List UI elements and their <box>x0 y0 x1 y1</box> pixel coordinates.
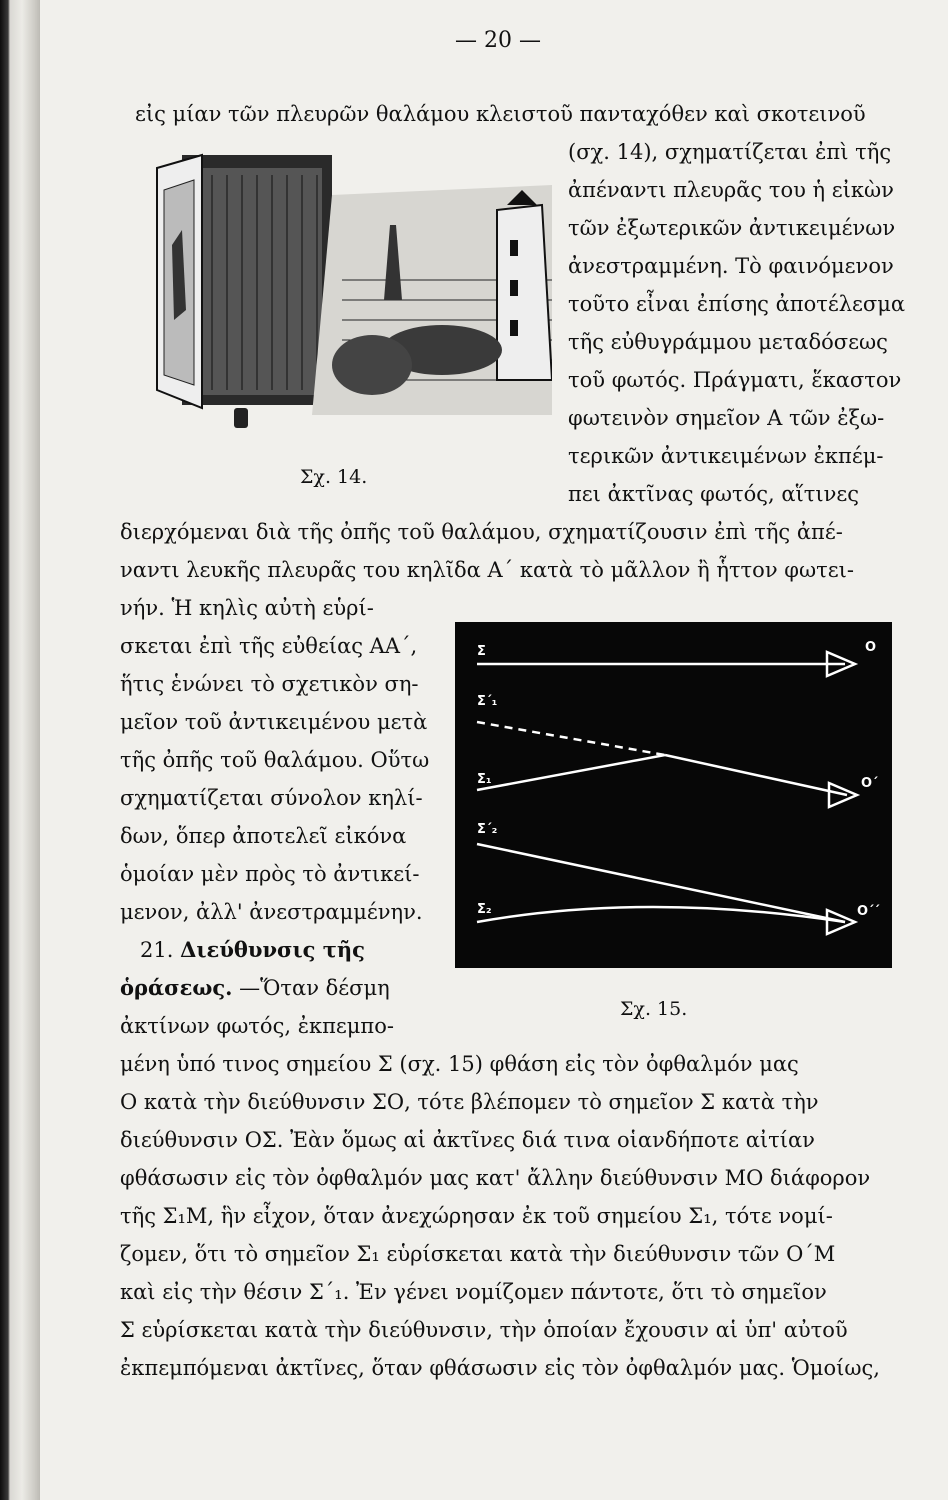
page-edge <box>0 0 40 1500</box>
ray-s1p-m <box>477 722 665 755</box>
text-line: ἀπέναντι πλευρᾶς του ἡ εἰκὼν <box>568 178 894 202</box>
section-number: 21. <box>140 938 174 962</box>
text-line: διεύθυνσιν ΟΣ. Ἐὰν ὅμως αἱ ἀκτῖνες διά τινα οἱανδήποτε αἰτίαν <box>120 1128 815 1152</box>
text-line: τοῦ φωτός. Πράγματι, ἕκαστον <box>568 368 902 392</box>
text-line: μεῖον τοῦ ἀντικειμένου μετὰ <box>120 710 428 734</box>
label-s2-prime: Σ΄₂ <box>477 822 498 837</box>
text-line: ἀκτίνων φωτός, ἐκπεμπο- <box>120 1014 394 1038</box>
text-line: τοῦτο εἶναι ἐπίσης ἀποτέλεσμα <box>568 292 906 316</box>
label-o: O <box>865 640 877 655</box>
ray-s2p-o2 <box>477 844 845 922</box>
label-o1: O΄ <box>861 776 878 791</box>
label-o2: O΄΄ <box>857 904 880 919</box>
figure-14-camera-obscura <box>152 150 552 440</box>
figure-14-caption: Σχ. 14. <box>300 466 368 488</box>
text-line: ζομεν, ὅτι τὸ σημεῖον Σ₁ εὑρίσκεται κατὰ τὴν διεύθυνσιν τῶν Ο΄Μ <box>120 1242 836 1266</box>
text-line: νήν. Ἡ κηλὶς αὐτὴ εὑρί- <box>120 596 374 620</box>
figure-15-caption: Σχ. 15. <box>620 998 688 1020</box>
section-heading <box>140 936 365 964</box>
text-line: ἐκπεμπόμεναι ἀκτῖνες, ὅταν φθάσωσιν εἰς τὸν ὀφθαλμόν μας. Ὁμοίως, <box>120 1356 880 1380</box>
text-line: Σ εὑρίσκεται κατὰ τὴν διεύθυνσιν, τὴν ὁποίαν ἔχουσιν αἱ ὑπ' αὐτοῦ <box>120 1318 848 1342</box>
text-line: σχηματίζεται σύνολον κηλί- <box>120 786 423 810</box>
text-run: —Ὅταν δέσμη <box>239 976 390 1000</box>
text-line: τῆς ὀπῆς τοῦ θαλάμου. Οὕτω <box>120 748 430 772</box>
text-line: τῆς εὐθυγράμμου μεταδόσεως <box>568 330 888 354</box>
page-number: — 20 — <box>455 28 541 53</box>
figure-15-diagram <box>455 622 892 968</box>
text-line: εἰς μίαν τῶν πλευρῶν θαλάμου κλειστοῦ πανταχόθεν καὶ σκοτεινοῦ <box>135 102 866 126</box>
text-line: σκεται ἐπὶ τῆς εὐθείας ΑΑ΄, <box>120 634 418 658</box>
text-line: (σχ. 14), σχηματίζεται ἐπὶ τῆς <box>568 140 892 164</box>
text-line: φθάσωσιν εἰς τὸν ὀφθαλμόν μας κατ' ἄλλην διεύθυνσιν ΜΟ διάφορον <box>120 1166 871 1190</box>
text-line: διερχόμεναι διὰ τῆς ὀπῆς τοῦ θαλάμου, σχηματίζουσιν ἐπὶ τῆς ἀπέ- <box>120 520 843 544</box>
ray-s1-m <box>477 755 665 790</box>
figure-15-rays <box>455 622 892 968</box>
text-line: ναντι λευκῆς πλευρᾶς του κηλῖδα Α΄ κατὰ τὸ μᾶλλον ἢ ἧττον φωτει- <box>120 558 854 582</box>
label-s2: Σ₂ <box>477 902 492 917</box>
text-line: τῶν ἐξωτερικῶν ἀντικειμένων <box>568 216 896 240</box>
label-s1: Σ₁ <box>477 772 492 787</box>
text-line: καὶ εἰς τὴν θέσιν Σ΄₁. Ἐν γένει νομίζομεν πάντοτε, ὅτι τὸ σημεῖον <box>120 1280 827 1304</box>
ray-m-o1 <box>665 755 847 795</box>
text-line: τῆς Σ₁Μ, ἣν εἶχον, ὅταν ἀνεχώρησαν ἐκ τοῦ σημείου Σ₁, τότε νομί- <box>120 1204 833 1228</box>
section-title: Διεύθυνσις τῆς <box>180 937 365 962</box>
section-title-cont: ὁράσεως. <box>120 975 233 1000</box>
text-line: μενον, ἀλλ' ἀνεστραμμένην. <box>120 900 423 924</box>
text-line: ἥτις ἑνώνει τὸ σχετικὸν ση- <box>120 672 419 696</box>
label-s1-prime: Σ΄₁ <box>477 694 498 709</box>
text-line: τερικῶν ἀντικειμένων ἐκπέμ- <box>568 444 884 468</box>
text-line: ὁμοίαν μὲν πρὸς τὸ ἀντικεί- <box>120 862 420 886</box>
label-s: Σ <box>477 644 486 659</box>
text-line: ἀνεστραμμένη. Τὸ φαινόμενον <box>568 254 894 278</box>
text-line: πει ἀκτῖνας φωτός, αἵτινες <box>568 482 860 506</box>
text-line: φωτεινὸν σημεῖον Α τῶν ἐξω- <box>568 406 885 430</box>
text-line: δων, ὅπερ ἀποτελεῖ εἰκόνα <box>120 824 407 848</box>
text-line: Ο κατὰ τὴν διεύθυνσιν ΣΟ, τότε βλέπομεν τὸ σημεῖον Σ κατὰ τὴν <box>120 1090 819 1114</box>
section-heading-cont <box>120 974 390 1002</box>
text-line: μένη ὑπό τινος σημείου Σ (σχ. 15) φθάση εἰς τὸν ὀφθαλμόν μας <box>120 1052 799 1076</box>
